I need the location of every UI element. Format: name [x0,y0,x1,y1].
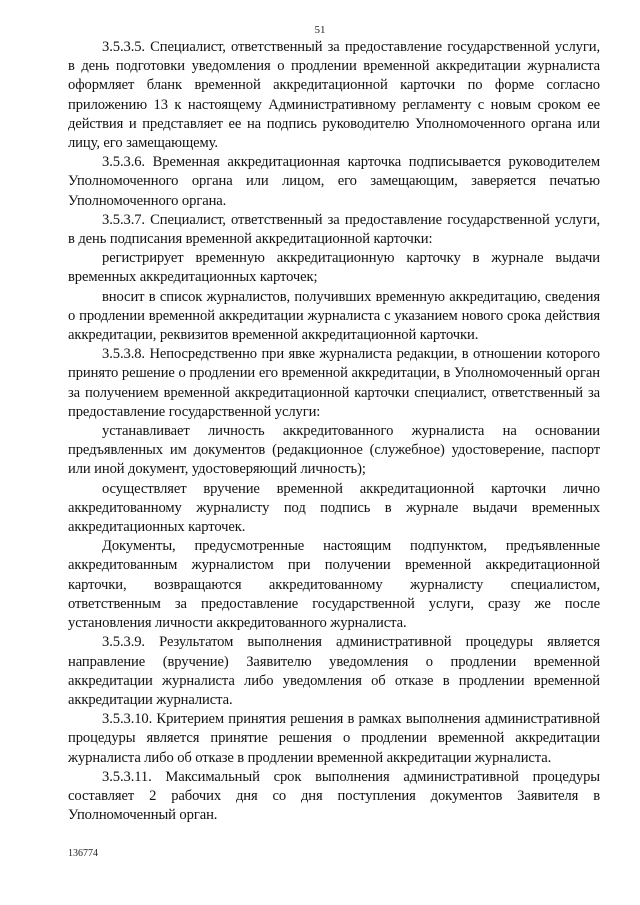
paragraph-3-5-3-7: 3.5.3.7. Специалист, ответственный за предоставление государственной услуги, в день подписания временной аккредитационной карточки: [68,211,600,248]
page-number: 51 [314,24,326,36]
paragraph-3-5-3-5: 3.5.3.5. Специалист, ответственный за предоставление государственной услуги, в день подготовки уведомления о продлении временной аккредитации журналиста оформляет бланк временной аккредитационной карточки по форме согласно приложению 13 к настоящему Административному регламенту с новым сроком ее действия и представляет ее на подпись руководителю Уполномоченного органа или лицу, его замещающему. [68,39,600,152]
paragraph-documents-returned: Документы, предусмотренные настоящим подпунктом, предъявленные аккредитованным журналистом при получении временной аккредитационной карточки, возвращаются аккредитованному журналисту специалистом, ответственным за предоставление государственной услуги, сразу же после установления личности аккредитованного журналиста. [68,538,600,632]
paragraph-journalist-list: вносит в список журналистов, получивших временную аккредитацию, сведения о продлении временной аккредитации журналиста с указанием нового срока действия аккредитации, реквизитов временной аккредитационной карточки. [68,288,600,344]
document-body [68,38,600,825]
paragraph-register-card: регистрирует временную аккредитационную карточку в журнале выдачи временных аккредитационных карточек; [68,250,600,286]
document-code: 136774 [68,848,98,859]
paragraph-3-5-3-10: 3.5.3.10. Критерием принятия решения в рамках выполнения административной процедуры является принятие решения о продлении временной аккредитации журналиста либо об отказе в продлении временной аккредитации журналиста. [68,711,600,766]
paragraph-3-5-3-9: 3.5.3.9. Результатом выполнения административной процедуры является направление (вручение) Заявителю уведомления о продлении временной аккредитации журналиста либо уведомления об отказе в продлении временной аккредитации журналиста. [68,634,600,708]
paragraph-3-5-3-11: 3.5.3.11. Максимальный срок выполнения административной процедуры составляет 2 рабочих дня со дня поступления документов Заявителя в Уполномоченный орган. [68,768,600,824]
paragraph-identity-check: устанавливает личность аккредитованного журналиста на основании предъявленных им документов (редакционное (служебное) удостоверение, паспорт или иной документ, удостоверяющий личность); [68,423,600,478]
paragraph-3-5-3-8: 3.5.3.8. Непосредственно при явке журналиста редакции, в отношении которого принято решение о продлении его временной аккредитации, в Уполномоченный орган за получением временной аккредитационной карточки специалист, ответственный за предоставление государственной услуги: [68,346,600,420]
paragraph-3-5-3-6: 3.5.3.6. Временная аккредитационная карточка подписывается руководителем Уполномоченного органа или лицом, его замещающим, заверяется печатью Уполномоченного органа. [68,154,600,209]
paragraph-card-delivery: осуществляет вручение временной аккредитационной карточки лично аккредитованному журналисту под подпись в журнале выдачи временных аккредитационных карточек. [68,480,600,536]
